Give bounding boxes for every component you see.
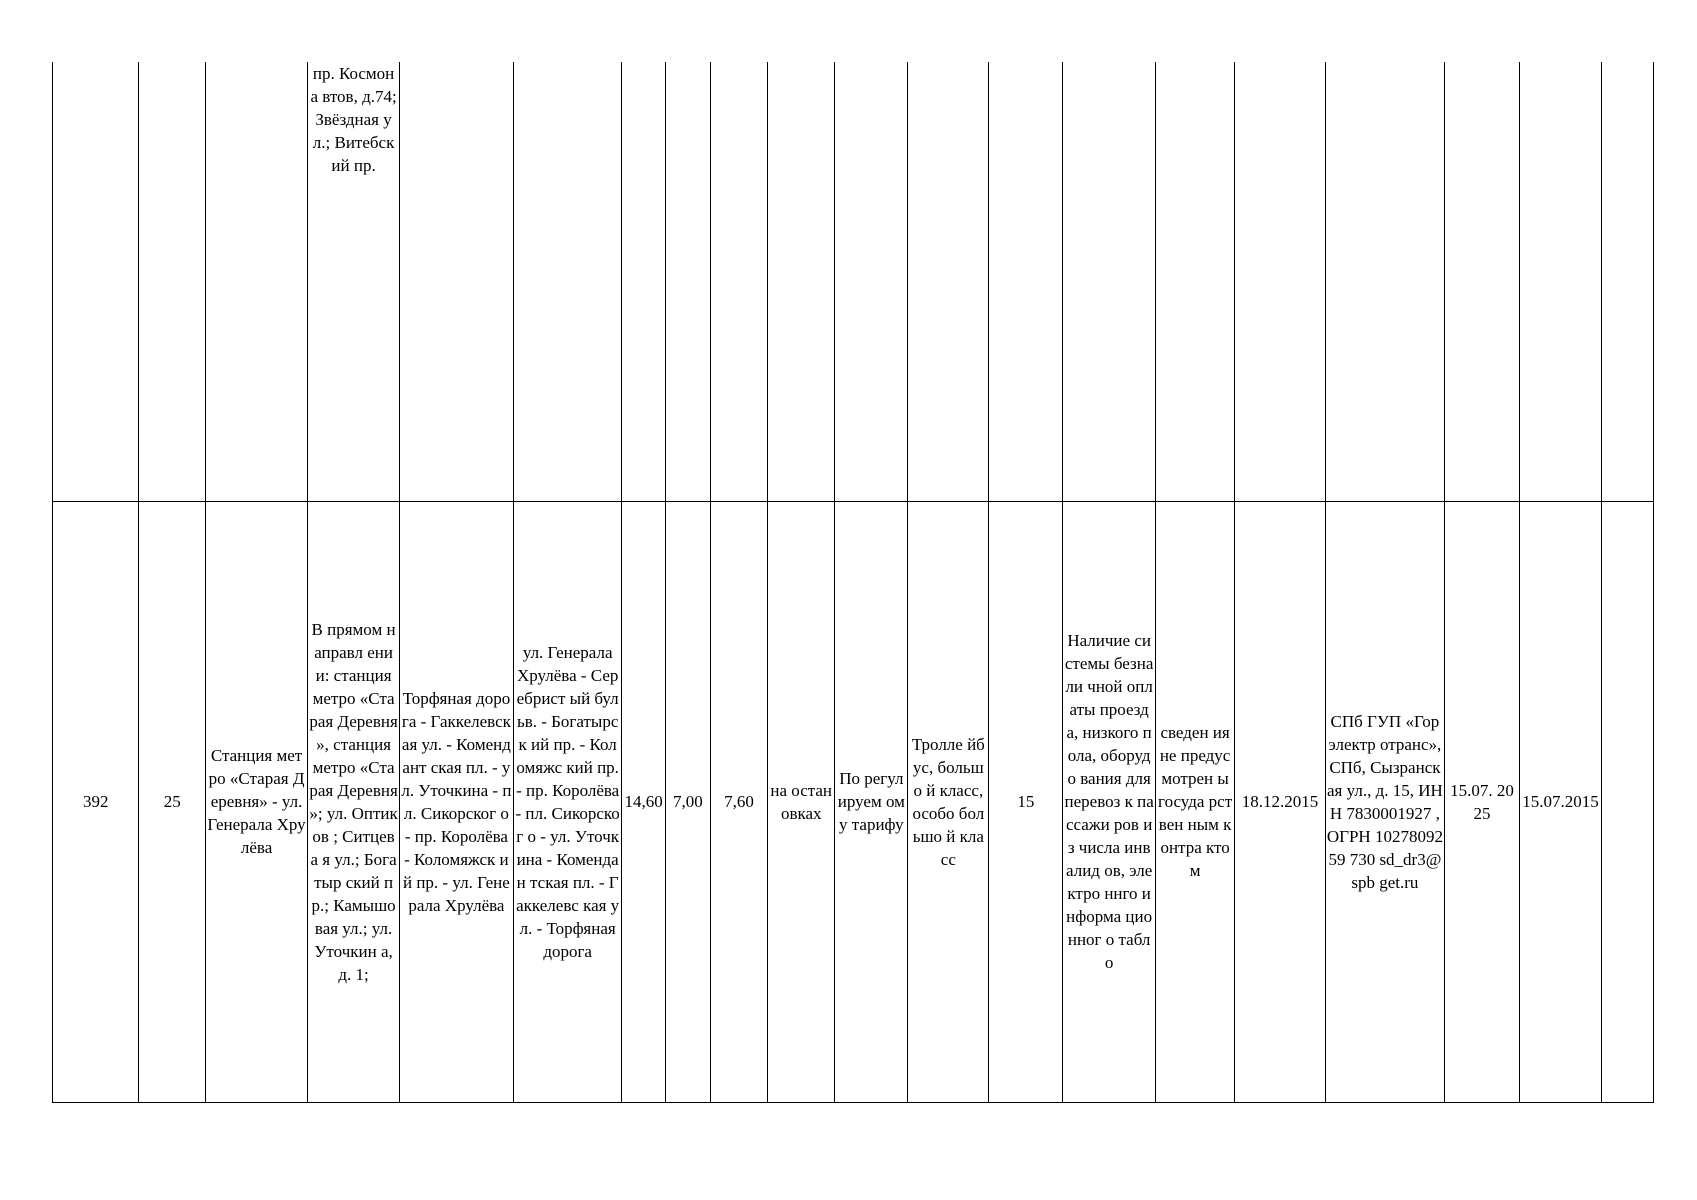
route-stops: В прямом направл ении: станция метро «Старая Деревня », станция метро «Старая Деревня »; ул. Оптиков ; Ситцева я ул.; Богатыр ский пр.; Камышо вая ул.; ул. Уточкин а, д. 1;: [309, 619, 398, 984]
cell-stop-order: [767, 501, 834, 1102]
cell-start-date: [1235, 501, 1326, 1102]
table-row-previous-route: [53, 62, 1654, 501]
tariff-type: По регул ируем ому тарифу: [837, 769, 905, 834]
cell-vehicle-features: [1063, 501, 1156, 1102]
stop-order: на остан овках: [770, 780, 833, 823]
length-forward: 14,60: [624, 792, 663, 811]
length-total: 7,60: [724, 792, 754, 811]
contract-info: сведен ия не предус мотрен ы госуда рствен ным контра ктом: [1158, 723, 1233, 880]
cell-streets-forward: [399, 501, 513, 1102]
cell-length-total: [711, 62, 768, 501]
cell-registry-number: [53, 501, 139, 1102]
cell-length-forward: [622, 62, 665, 501]
cell-length-backward: [665, 501, 710, 1102]
cell-length-backward: [665, 62, 710, 501]
start-date: 18.12.2015: [1241, 792, 1319, 811]
cell-vehicle-types: [908, 62, 989, 501]
cell-vehicle-count: [989, 501, 1063, 1102]
date-1: 15.07. 2025: [1450, 780, 1514, 823]
cell-streets-backward: [513, 501, 622, 1102]
cell-route-name: [205, 501, 307, 1102]
cell-route-name: [205, 62, 307, 501]
cell-contract-info: [1156, 501, 1235, 1102]
cell-streets-backward: [513, 62, 622, 501]
cell-streets-forward: [399, 62, 513, 501]
cell-stop-order: [767, 62, 834, 501]
cell-length-total: [711, 501, 768, 1102]
cell-contract-info: [1156, 62, 1235, 501]
cell-start-date: [1235, 62, 1326, 501]
cell-date-1: [1445, 62, 1520, 501]
cell-registry-number: [53, 62, 139, 501]
cell-date-1: [1445, 501, 1520, 1102]
cell-date-2: [1519, 501, 1601, 1102]
carrier-info: СПб ГУП «Горэлектр отранс», СПб, Сызранская ул., д. 15, ИНН 7830001927 , ОГРН 1027809259 730 sd_dr3@spb get.ru: [1326, 711, 1443, 892]
previous-route-stops-tail: пр. Космона втов, д.74; Звёздная ул.; Витебск ий пр.: [310, 64, 397, 175]
route-registry-table: [52, 62, 1654, 1103]
cell-carrier: [1325, 62, 1444, 501]
cell-route-number: [139, 62, 205, 501]
cell-vehicle-types: [908, 501, 989, 1102]
cell-date-2: [1519, 62, 1601, 501]
streets-forward: Торфяная дорога - Гаккелевск ая ул. - Комендант ская пл. - ул. Уточкина - пл. Сикорског о - пр. Королёва - Коломяжск ий пр. - ул. Генерала Хрулёва: [401, 688, 512, 915]
cell-last-column: [1602, 62, 1654, 501]
date-2: 15.07.2015: [1522, 792, 1599, 811]
cell-stops: [308, 62, 400, 501]
cell-last-column: [1602, 501, 1654, 1102]
table-row-route-392: [53, 501, 1654, 1102]
vehicle-count: 15: [1017, 792, 1035, 811]
cell-route-number: [139, 501, 205, 1102]
cell-length-forward: [622, 501, 665, 1102]
cell-tariff-type: [835, 501, 908, 1102]
vehicle-features: Наличие системы безнали чной оплаты проезда, низкого пола, оборудо вания для перевоз к пассажи ров из числа инвалид ов, электро ннго информа ционног о табло: [1064, 631, 1154, 972]
cell-stops: [308, 501, 400, 1102]
cell-carrier: [1325, 501, 1444, 1102]
cell-vehicle-count: [989, 62, 1063, 501]
cell-tariff-type: [835, 62, 908, 501]
cell-vehicle-features: [1063, 62, 1156, 501]
registry-number: 392: [82, 792, 109, 811]
streets-backward: ул. Генерала Хрулёва - Серебрист ый бульв. - Богатырск ий пр. - Коломяжс кий пр. - пр. Королёва - пл. Сикорског о - ул. Уточкина - Комендан тская пл. - Гаккелевс кая ул. - Торфяная дорога: [515, 642, 620, 961]
route-number: 25: [163, 792, 181, 811]
length-backward: 7,00: [673, 792, 703, 811]
vehicle-types: Тролле йбус, большо й класс, особо большо й класс: [911, 734, 985, 869]
route-name: Станция метро «Старая Деревня» - ул. Генерала Хрулёва: [207, 746, 306, 857]
